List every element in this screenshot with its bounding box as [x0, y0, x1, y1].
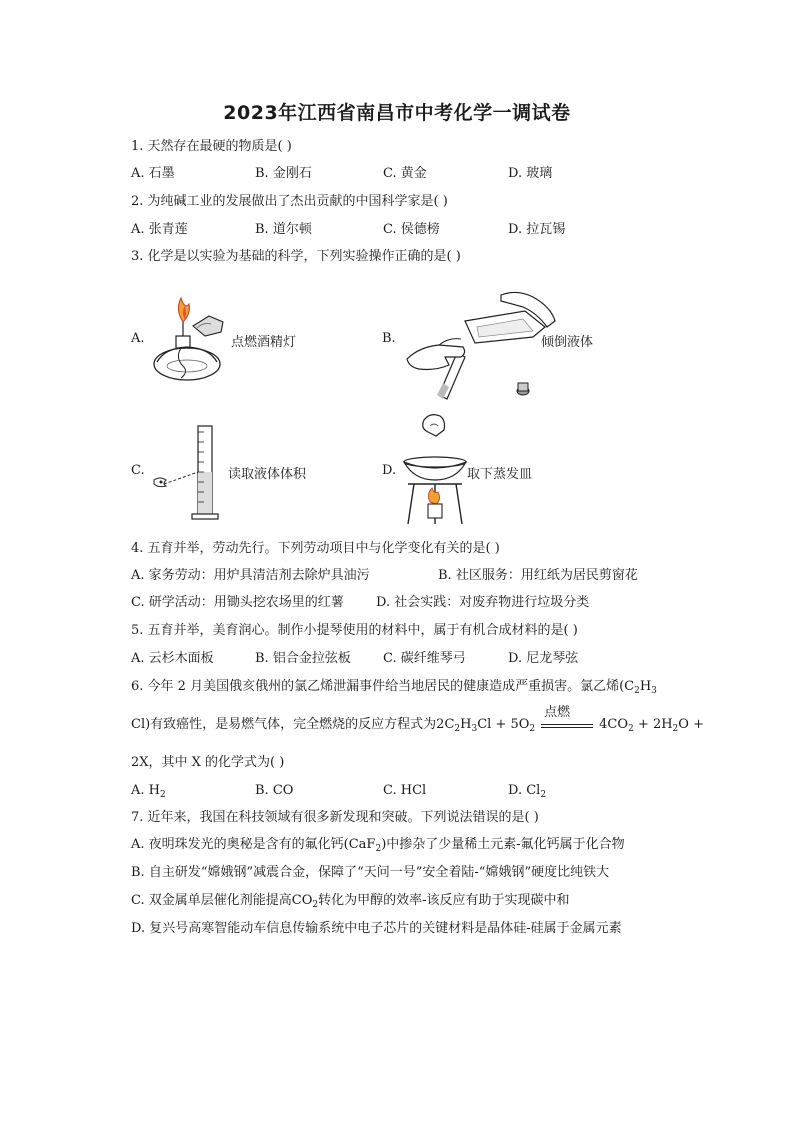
q4-option-c: C. 研学活动：用锄头挖农场里的红薯: [131, 595, 344, 610]
q3-figure-d-label: 取下蒸发皿: [467, 467, 533, 482]
question-6-stem-line3: 2X，其中 X 的化学式为( ): [131, 755, 285, 770]
q5-option-c: C. 碳纤维琴弓: [383, 651, 466, 666]
alcohol-lamp-icon: [145, 292, 230, 387]
question-7-stem: 7. 近年来，我国在科技领域有很多新发现和突破。下列说法错误的是( ): [131, 810, 539, 825]
q2-option-b: B. 道尔顿: [255, 222, 312, 237]
q3-figure-b-label: 倾倒液体: [541, 335, 594, 350]
q2-option-a: A. 张青莲: [131, 222, 188, 237]
q7-option-b: B. 自主研发“嫦娥钢”减震合金，保障了“天问一号”安全着陆-“嫦娥钢”硬度比纯铁大: [131, 865, 610, 880]
q2-option-c: C. 侯德榜: [383, 222, 440, 237]
evaporating-dish-icon: [400, 412, 470, 527]
q3-figure-c-label: 读取液体体积: [228, 467, 307, 482]
q3-figure-d-letter: D.: [382, 463, 397, 478]
q3-figure-b-letter: B.: [382, 331, 396, 346]
q7-option-c: C. 双金属单层催化剂能提高$CO_2$转化为甲醇的效率-该反应有助于实现碳中和: [131, 893, 570, 910]
exam-title: 2023年江西省南昌市中考化学一调试卷: [223, 102, 571, 124]
question-6-stem-line1: 6. 今年 2 月美国俄亥俄州的氯乙烯泄漏事件给当地居民的健康造成严重损害。氯乙烯($C_2H_3$: [131, 679, 657, 696]
q6-option-c: C. HCl: [383, 783, 427, 798]
q4-option-b: B. 社区服务：用红纸为居民剪窗花: [438, 568, 638, 583]
q7-option-a: A. 夜明珠发光的奥秘是含有的氟化钙(CaF$_2$)中掺杂了少量稀土元素-氟化钙属于化合物: [131, 837, 625, 854]
reaction-condition-arrow: 点燃: [535, 716, 599, 734]
q7-option-d: D. 复兴号高寒智能动车信息传输系统中电子芯片的关键材料是晶体硅-硅属于金属元素: [131, 921, 622, 936]
q4-option-d: D. 社会实践：对废弃物进行垃圾分类: [376, 595, 590, 610]
q1-option-a: A. 石墨: [131, 166, 175, 181]
question-4-stem: 4. 五育并举，劳动先行。下列劳动项目中与化学变化有关的是( ): [131, 541, 500, 556]
q1-option-b: B. 金刚石: [255, 166, 312, 181]
question-1-stem: 1. 天然存在最硬的物质是( ): [131, 139, 292, 154]
question-3-stem: 3. 化学是以实验为基础的科学，下列实验操作正确的是( ): [131, 249, 461, 264]
question-2-stem: 2. 为纯碱工业的发展做出了杰出贡献的中国科学家是( ): [131, 194, 448, 209]
question-5-stem: 5. 五育并举，美育润心。制作小提琴使用的材料中，属于有机合成材料的是( ): [131, 623, 578, 638]
q1-option-d: D. 玻璃: [508, 166, 553, 181]
q3-figure-a-letter: A.: [131, 331, 145, 346]
q6-option-d: D. $Cl_2$: [508, 783, 547, 800]
q2-option-d: D. 拉瓦锡: [508, 222, 566, 237]
q3-figure-c-letter: C.: [131, 463, 145, 478]
q6-option-b: B. CO: [255, 783, 294, 798]
graduated-cylinder-icon: [150, 422, 230, 522]
q4-option-a: A. 家务劳动：用炉具清洁剂去除炉具油污: [131, 568, 370, 583]
q5-option-b: B. 铝合金拉弦板: [255, 651, 351, 666]
q5-option-a: A. 云杉木面板: [131, 651, 214, 666]
q3-figure-a-label: 点燃酒精灯: [231, 335, 297, 350]
question-6-equation-line: Cl)有致癌性，是易燃气体，完全燃烧的反应方程式为$2C_2H_3Cl + 5O_2$ 点燃 $4CO_2 + 2H_2O$ +: [131, 705, 704, 734]
q1-option-c: C. 黄金: [383, 166, 427, 181]
q6-option-a: A. $H_2$: [131, 783, 166, 800]
q5-option-d: D. 尼龙琴弦: [508, 651, 579, 666]
